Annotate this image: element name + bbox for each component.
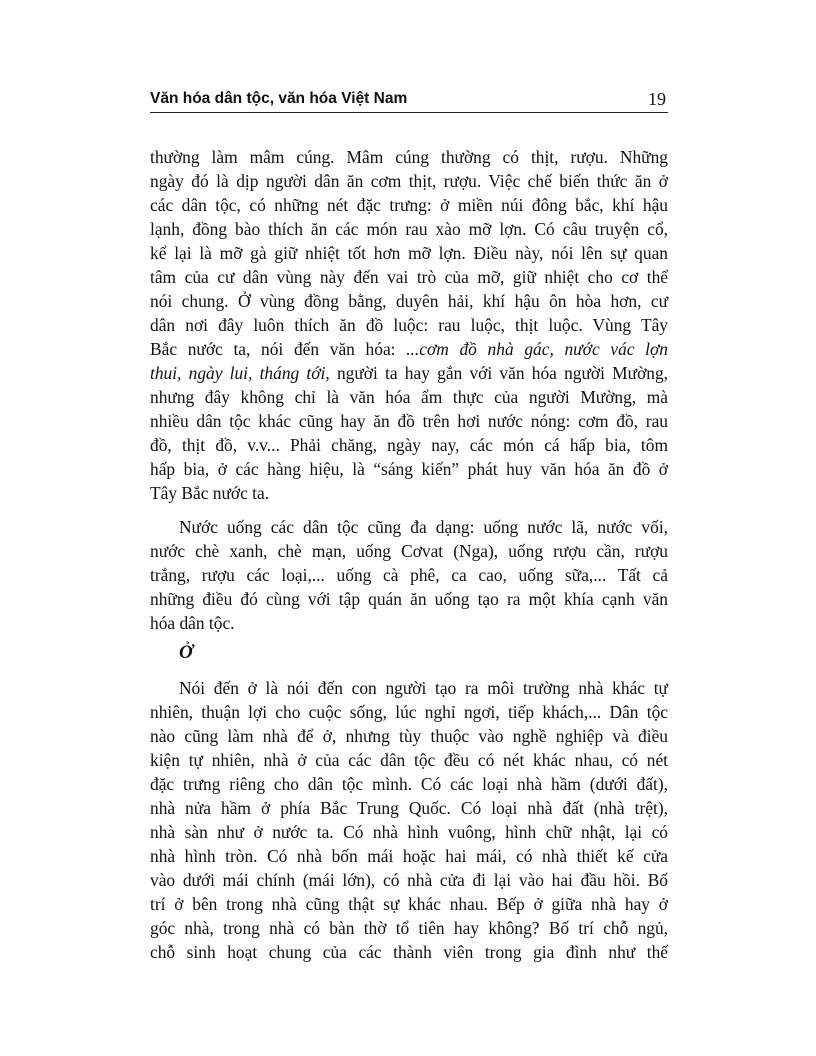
- text-line: trắng, rượu các loại,... uống cà phê, ca cao, uống sữa,... Tất cả: [150, 565, 668, 585]
- text-line: kiện tự nhiên, nhà ở của các dân tộc đều có nét khác nhau, có nét: [150, 750, 668, 770]
- text-segment: Bắc nước ta, nói đến văn hóa:: [150, 339, 407, 359]
- text-line: đồ, thịt đồ, v.v... Phải chăng, ngày nay, các món cá hấp bia, tôm: [150, 435, 668, 455]
- text-line: Nước uống các dân tộc cũng đa dạng: uống nước lã, nước vối,: [179, 517, 668, 537]
- text-line: [150, 337, 668, 361]
- text-line: trí ở bên trong nhà cũng thật sự khác nhau. Bếp ở giữa nhà hay ở: [150, 894, 668, 914]
- section-heading: Ở: [179, 642, 193, 663]
- text-line: nhưng đây không chỉ là văn hóa ẩm thực của người Mường, mà: [150, 387, 668, 407]
- paragraph-drinks: [150, 515, 668, 635]
- text-line: thường làm mâm cúng. Mâm cúng thường có thịt, rượu. Những: [150, 147, 668, 167]
- text-line: Tây Bắc nước ta.: [150, 483, 270, 503]
- text-line: tâm của cư dân vùng này đến vai trò của mỡ, giữ nhiệt cho cơ thể: [150, 267, 668, 287]
- text-line: nước chè xanh, chè mạn, uống Cơvat (Nga), uống rượu cần, rượu: [150, 541, 668, 561]
- text-line: nói chung. Ở vùng đồng bằng, duyên hải, khí hậu ôn hòa hơn, cư: [150, 291, 668, 311]
- paragraph-housing: [150, 676, 668, 964]
- text-line: góc nhà, trong nhà có bàn thờ tổ tiên hay không? Bố trí chỗ ngủ,: [150, 918, 668, 938]
- running-header: [150, 88, 668, 113]
- text-line: nhà sàn như ở nước ta. Có nhà hình vuông, hình chữ nhật, lại có: [150, 822, 668, 842]
- text-line: nào cũng làm nhà để ở, nhưng tùy thuộc vào nghề nghiệp và điều: [150, 726, 668, 746]
- text-line: kể lại là mỡ gà giữ nhiệt tốt hơn mỡ lợn. Điều này, nói lên sự quan: [150, 243, 668, 263]
- text-line: các dân tộc, có những nét đặc trưng: ở miền núi đông bắc, khí hậu: [150, 195, 668, 215]
- text-line: ngày đó là dịp người dân ăn cơm thịt, rượu. Việc chế biến thức ăn ở: [150, 171, 668, 191]
- text-line: chỗ sinh hoạt chung của các thành viên trong gia đình như thế: [150, 942, 668, 962]
- running-header-title: Văn hóa dân tộc, văn hóa Việt Nam: [150, 90, 408, 107]
- text-line: dân nơi đây luôn thích ăn đồ luộc: rau luộc, thịt luộc. Vùng Tây: [150, 315, 668, 335]
- italic-quote: thui, ngày lui, tháng tới: [150, 363, 326, 383]
- text-line: vào dưới mái chính (mái lớn), có nhà cửa đi lại vào hai đầu hồi. Bố: [150, 870, 668, 890]
- text-segment: , người ta hay gắn với văn hóa người Mường,: [325, 363, 668, 383]
- page-number: 19: [648, 89, 666, 109]
- text-line: hấp bia, ở các hàng hiệu, là “sáng kiến” phát huy văn hóa ăn đồ ở: [150, 459, 668, 479]
- text-line: nhà nửa hầm ở phía Bắc Trung Quốc. Có loại nhà đất (nhà trệt),: [150, 798, 668, 818]
- text-line: nhiều dân tộc khác cũng hay ăn đồ trên hơi nước nóng: cơm đồ, rau: [150, 411, 668, 431]
- text-line: nhà hình tròn. Có nhà bốn mái hoặc hai mái, có nhà thiết kế cửa: [150, 846, 668, 866]
- text-line: [150, 361, 668, 385]
- text-line: những điều đó cùng với tập quán ăn uống tạo ra một khía cạnh văn: [150, 589, 668, 609]
- text-line: lạnh, đồng bào thích ăn các món rau xào mỡ lợn. Có câu truyện cổ,: [150, 219, 668, 239]
- paragraph-food: [150, 145, 668, 505]
- italic-quote: ...cơm đồ nhà gác, nước vác lợn: [406, 339, 668, 359]
- text-line: nhiên, thuận lợi cho cuộc sống, lúc nghỉ ngơi, tiếp khách,... Dân tộc: [150, 702, 668, 722]
- text-line: Nói đến ở là nói đến con người tạo ra môi trường nhà khác tự: [179, 678, 668, 698]
- text-line: đặc trưng riêng cho dân tộc mình. Có các loại nhà hầm (dưới đất),: [150, 774, 668, 794]
- text-line: hóa dân tộc.: [150, 613, 235, 633]
